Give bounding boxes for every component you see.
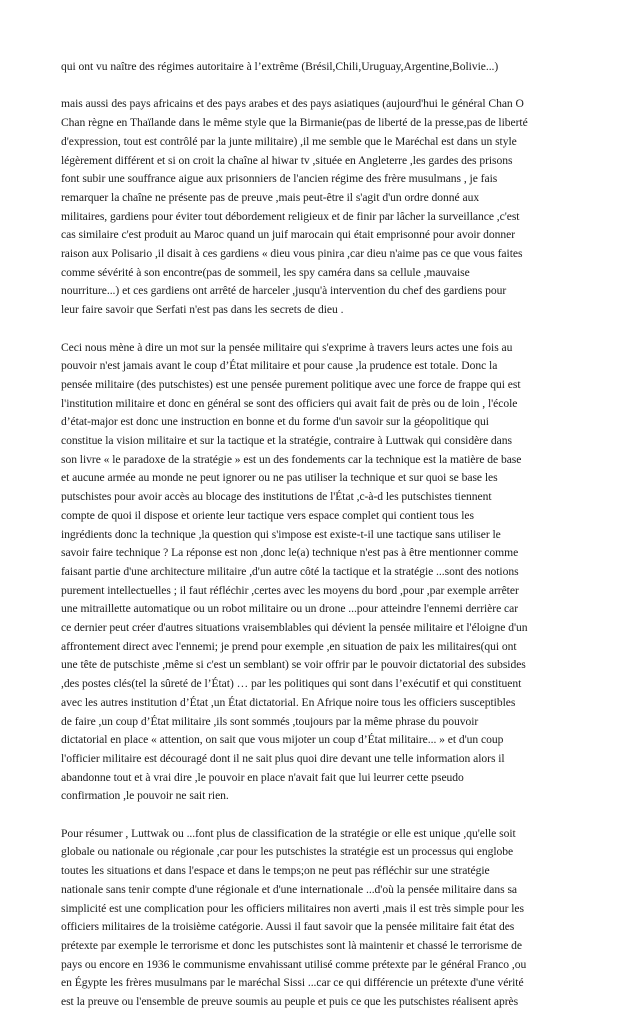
paragraph-4: Pour résumer , Luttwak ou ...font plus de classification de la stratégie or elle est unique ,qu'elle soit globale ou nationale ou régionale ,car pour les putschistes la stratégie est un processus qui englobe toutes les situations et dans l'espace et dans le temps;on ne peut pas réfléchir sur une stratégie nationale sans tenir compte d'une régionale et d'une internationale ...d'où la pensée militaire dans sa simplicité est une complication pour les officiers militaires non averti ,mais il est très simple pour les officiers militaires de la troisième catégorie. Aussi il faut savoir que la pensée militaire fait état des prétexte par exemple le terrorisme et donc les putschistes sont là maintenir et chassé le terrorisme de pays ou encore en 1936 le communisme envahissant utilisé comme prétexte par le général Franco ,ou en Égypte les frères musulmans par le maréchal Sissi ...car ce qui différencie un prétexte d'une vérité est la preuve ou l'ensemble de preuve soumis au peuple et puis ce que les putschistes réalisent après [61, 826, 527, 1009]
document-page [61, 58, 576, 1031]
paragraph-1: qui ont vu naître des régimes autoritaire à l’extrême (Brésil,Chili,Uruguay,Argentine,Bolivie...) [61, 60, 499, 73]
paragraph-2: mais aussi des pays africains et des pays arabes et des pays asiatiques (aujourd'hui le général Chan O Chan règne en Thaïlande dans le même style que la Birmanie(pas de liberté de la presse,pas de liberté d'expression, tout est contrôlé par la junte militaire) ,il me semble que le Maréchal est dans un style légèrement différent et si on croit la chaîne al hiwar tv ,située en Angleterre ,les gardes des prisons font subir une souffrance aigue aux prisonniers de l'ancien régime des frère musulmans , je fais remarquer la chaîne ne présente pas de preuve ,mais peut-être il s'agit d'un ordre donné aux militaires, gardiens pour éviter tout débordement religieux et de finir par lâcher la surveillance ,c'est cas similaire c'est produit au Maroc quand un juif marocain qui était emprisonné pour avoir donner raison aux Polisario ,il disait à ces gardiens « dieu vous pinira ,car dieu n'aime pas ce que vous faites comme sévérité à son encontre(pas de sommeil, les spy caméra dans sa cellule ,mauvaise nourriture...) et ces gardiens ont arrêté de harceler ,jusqu'à intervention du chef des gardiens pour leur faire savoir que Serfati n'est pas dans les secrets de dieu . [61, 97, 528, 317]
paragraph-3: Ceci nous mène à dire un mot sur la pensée militaire qui s'exprime à travers leurs actes une fois au pouvoir n'est jamais avant le coup d’État militaire et pour cause ,la prudence est totale. Donc la pensée militaire (des putschistes) est une pensée purement politique avec une force de frappe qui est l'institution militaire et donc en général se sont des officiers qui avait fait de près ou de loin , l'école d’état-major est donc une instruction en bonne et du forme d'un savoir sur la géopolitique qui constitue la vision militaire et sur la tactique et la stratégie, contraire à Luttwak qui considère dans son livre « le paradoxe de la stratégie » est un des fondements car la technique est la matière de base et aucune armée au monde ne peut ignorer ou ne pas utiliser la technique et sur quoi se base les putschistes pour avoir accès au blocage des institutions de l'État ,c-à-d les putschistes tiennent compte de quoi il dispose et oriente leur tactique vers espace complet qui contient tous les ingrédients donc la technique ,la question qui s'impose est existe-t-il une tactique sans utiliser le savoir faire technique ? La réponse est non ,donc le(a) technique n'est pas à être mentionner comme faisant partie d'une architecture militaire ,d'un autre côté la tactique et la stratégie ...sont des notions purement intellectuelles ; il faut réfléchir ,certes avec les moyens du bord ,pour ,par exemple arrêter une mitraillette automatique ou un robot militaire ou un drone ...pour atteindre l'ennemi derrière car ce dernier peut créer d'autres situations vraisemblables qui dévient la pensée militaire et l'éloigne d'un affrontement direct avec l'ennemi; je prend pour exemple ,en situation de paix les militaires(qui ont une tête de putschiste ,même si c'est un semblant) se voir offrir par le pouvoir dictatorial des subsides ,des postes clés(tel la sûreté de l’État) … par les politiques qui sont dans l’exécutif et qui constituent avec les autres institution d’État ,un État dictatorial. En Afrique noire tous les officiers susceptibles de faire ,un coup d’État militaire ,ils sont sommés ,toujours par la même phrase du pouvoir dictatorial en place « attention, on sait que vous mijoter un coup d’État militaire... » et d'un coup l'officier militaire est découragé dont il ne sait plus quoi dire devant une telle information alors il abandonne tout et à vrai dire ,le pouvoir en place n'avait fait que lui leurrer cette pseudo confirmation ,le pouvoir ne sait rien. [61, 340, 528, 803]
